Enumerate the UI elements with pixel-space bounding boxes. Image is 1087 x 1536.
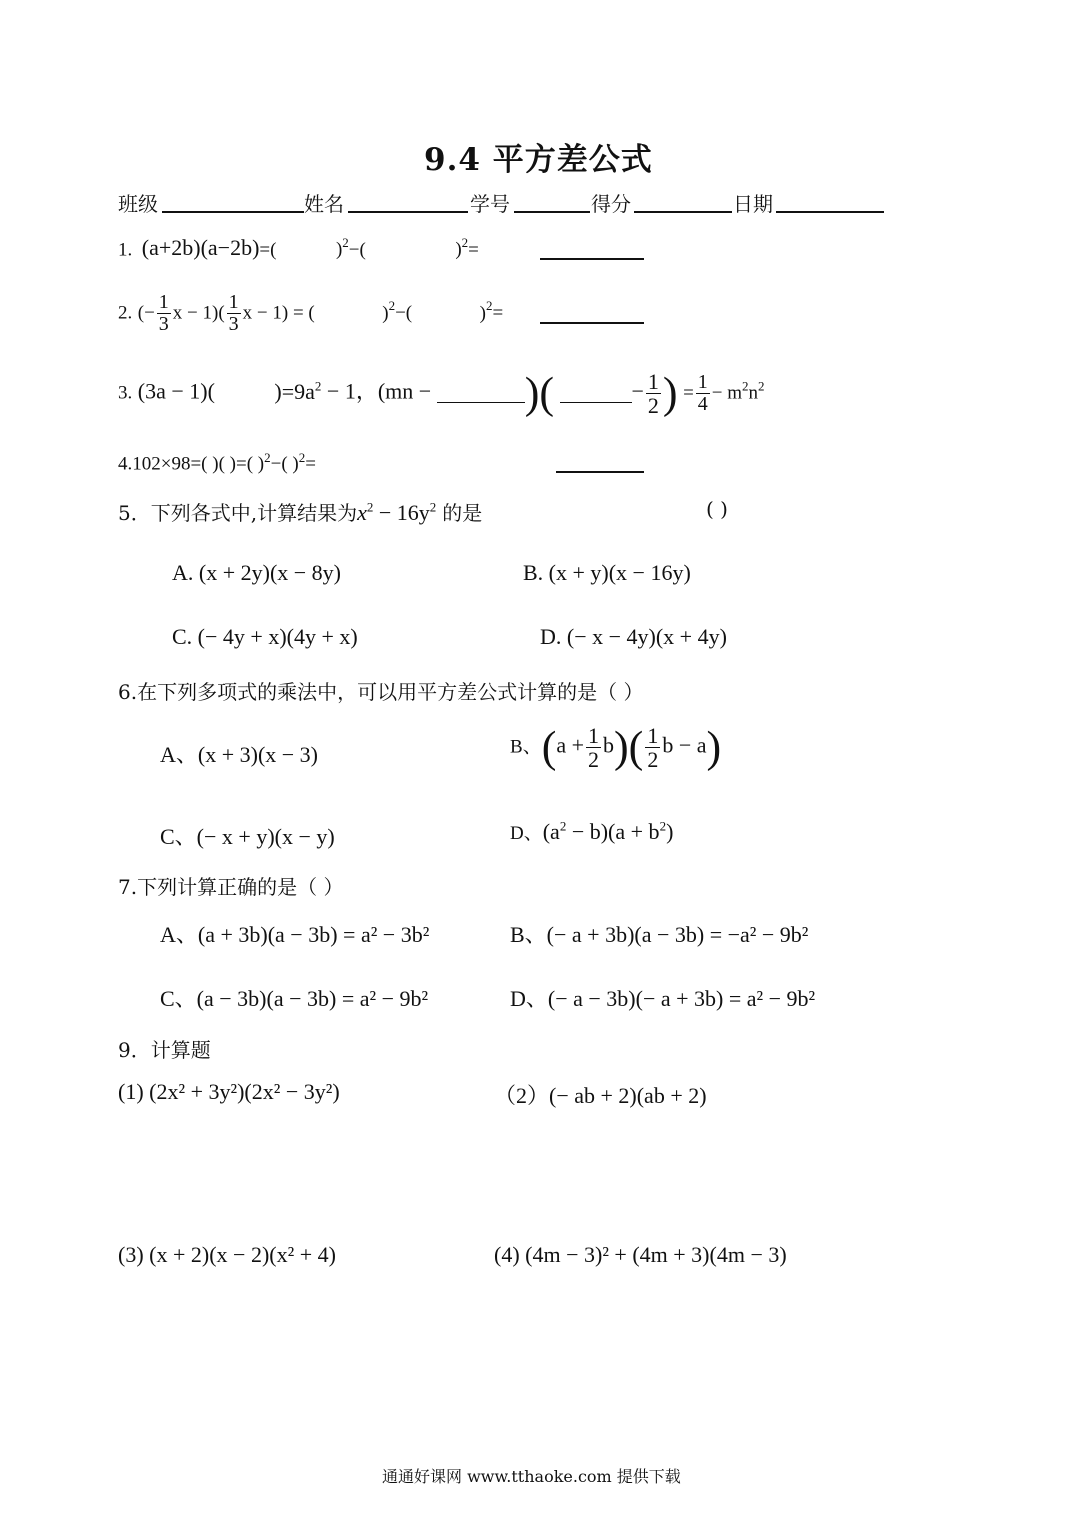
question-6-option-c: C、(− x + y)(x − y) [160,824,335,849]
question-7-option-a: A、(a + 3b)(a − 3b) = a² − 3b² [160,922,430,947]
answer-blank-1 [540,258,644,260]
question-6-stem: 6.在下列多项式的乘法中，可以用平方差公式计算的是（ ） [118,680,644,704]
field-number-blank [514,211,590,213]
question-9-part-4: (4) (4m − 3)² + (4m + 3)(4m − 3) [494,1242,787,1267]
question-9-part-2: （2）(− ab + 2)(ab + 2) [494,1083,707,1108]
footer-credit: 通通好课网 www.tthaoke.com 提供下载 [382,1467,681,1486]
field-score-label: 得分 [591,192,631,216]
field-class-label: 班级 [118,192,158,216]
question-7-option-c: C、(a − 3b)(a − 3b) = a² − 9b² [160,986,429,1011]
question-6-option-a: A、(x + 3)(x − 3) [160,742,319,767]
question-9-stem: 9．计算题 [118,1038,211,1062]
question-9-part-3: (3) (x + 2)(x − 2)(x² + 4) [118,1242,336,1267]
question-9-part-1: (1) (2x² + 3y²)(2x² − 3y²) [118,1079,340,1104]
question-7-option-b: B、(− a + 3b)(a − 3b) = −a² − 9b² [510,922,809,947]
field-number-label: 学号 [470,192,510,216]
question-7-stem: 7.下列计算正确的是（ ） [118,875,344,899]
question-7-option-d: D、(− a − 3b)(− a + 3b) = a² − 9b² [510,986,816,1011]
question-6-option-d: D、$(a^2 - b)(a + b^2)$ [510,818,674,844]
field-class-blank [162,211,304,213]
question-5-answer-bracket: ( ) [706,497,728,521]
question-1: 1. (a+2b)(a−2b)=( )$^2$−( )$^2$= [118,235,479,261]
field-date-blank [776,211,884,213]
question-4: 4.102×98=( )( )=( )$^2$−( )$^2$= [118,450,316,475]
field-name-label: 姓名 [304,192,344,216]
page-title: 9.4 平方差公式 [424,142,653,178]
question-5-option-b: B. (x + y)(x − 16y) [523,560,691,585]
answer-blank-4 [556,471,644,473]
question-6-option-b: B、(a + $\frac{1}{2}$ b)( $\frac{1}{2}$ b − a) [510,722,722,773]
question-3: 3. (3a − 1)( )$=9a^2 - 1$，(mn − )( − $\frac{1}{2}$ ) = $\frac{1}{4}$ − $m^2n^2$ [118,368,765,419]
question-2: 2. (− $\frac{1}{3}$ x − 1)( $\frac{1}{3}$ x − 1) = ( )$^2$−( )$^2$= [118,291,504,335]
field-date-label: 日期 [733,192,773,216]
field-score-blank [634,211,732,213]
question-5-option-d: D. (− x − 4y)(x + 4y) [540,624,727,649]
question-5-option-c: C. (− 4y + x)(4y + x) [172,624,358,649]
question-5-option-a: A. (x + 2y)(x − 8y) [172,560,342,585]
question-5-stem: 5．下列各式中,计算结果为$x^2 - 16y^2$ 的是 [118,499,483,525]
field-name-blank [348,211,468,213]
answer-blank-2 [540,322,644,324]
